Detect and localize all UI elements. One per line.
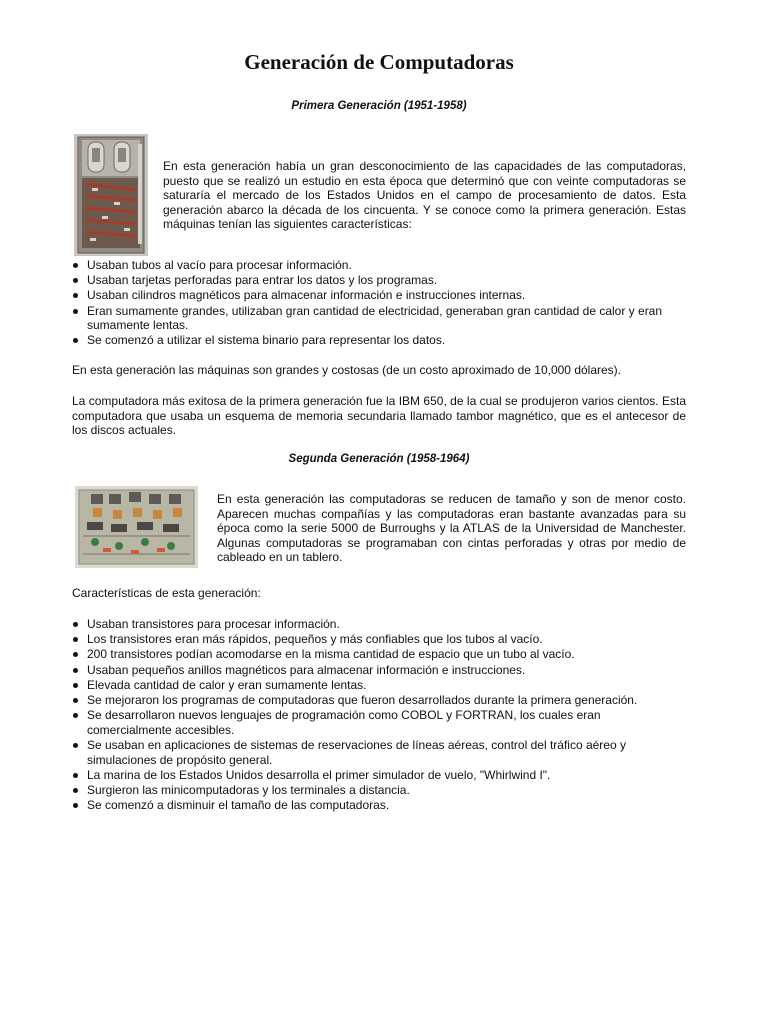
- list-item: Se comenzó a disminuir el tamaño de las computadoras.: [72, 798, 686, 813]
- list-item: Se desarrollaron nuevos lenguajes de programación como COBOL y FORTRAN, los cuales eran comercialmente accesibles.: [72, 708, 686, 737]
- gen2-characteristics-label: Características de esta generación:: [72, 586, 261, 600]
- list-item: Elevada cantidad de calor y eran sumamente lentas.: [72, 678, 686, 693]
- list-item: Los transistores eran más rápidos, pequeños y más confiables que los tubos al vacío.: [72, 632, 686, 647]
- gen2-intro: En esta generación las computadoras se reducen de tamaño y son de menor costo. Aparecen muchas compañías y las computadoras eran bastante avanzadas para su época como la serie 5000 de Burroughs y la ATLAS de la Universidad de Manchester. Algunas computadoras se programaban con cintas perforadas y otras por medio de cableado en un tablero.: [217, 492, 686, 565]
- list-item: Se usaban en aplicaciones de sistemas de reservaciones de líneas aéreas, control del tráfico aéreo y simulaciones de propósito general.: [72, 738, 686, 767]
- gen1-cost-paragraph: En esta generación las máquinas son grandes y costosas (de un costo aproximado de 10,000 dólares).: [72, 363, 621, 377]
- gen1-intro: En esta generación había un gran desconocimiento de las capacidades de las computadoras, puesto que se realizó un estudio en esta época que determinó que con veinte computadoras se saturaría el mercado de los Estados Unidos en el campo de procesamiento de datos. Esta generación abarco la década de los cincuenta. Y se conoce como la primera generación. Estas máquinas tenían las siguientes características:: [163, 159, 686, 232]
- list-item: Usaban tubos al vacío para procesar información.: [72, 258, 686, 273]
- transistor-board-image: [75, 486, 198, 568]
- vacuum-tube-module-image: [74, 134, 148, 256]
- gen1-ibm-paragraph: La computadora más exitosa de la primera generación fue la IBM 650, de la cual se produjeron varios cientos. Esta computadora que usaba un esquema de memoria secundaria llamado tambor magnético, que es el antecesor de los discos actuales.: [72, 394, 686, 438]
- gen1-characteristics-list: [72, 258, 686, 349]
- list-item: Usaban pequeños anillos magnéticos para almacenar información e instrucciones.: [72, 663, 686, 678]
- gen1-heading: Primera Generación (1951-1958): [291, 100, 467, 112]
- list-item: Se comenzó a utilizar el sistema binario para representar los datos.: [72, 333, 686, 348]
- list-item: Usaban tarjetas perforadas para entrar los datos y los programas.: [72, 273, 686, 288]
- list-item: La marina de los Estados Unidos desarrolla el primer simulador de vuelo, "Whirlwind I".: [72, 768, 686, 783]
- page-title: Generación de Computadoras: [244, 50, 514, 74]
- gen2-heading: Segunda Generación (1958-1964): [288, 453, 470, 465]
- list-item: 200 transistores podían acomodarse en la misma cantidad de espacio que un tubo al vacío.: [72, 647, 686, 662]
- list-item: Surgieron las minicomputadoras y los terminales a distancia.: [72, 783, 686, 798]
- list-item: Se mejoraron los programas de computadoras que fueron desarrollados durante la primera generación.: [72, 693, 686, 708]
- gen2-characteristics-list: [72, 617, 686, 813]
- list-item: Usaban transistores para procesar información.: [72, 617, 686, 632]
- list-item: Usaban cilindros magnéticos para almacenar información e instrucciones internas.: [72, 288, 686, 303]
- list-item: Eran sumamente grandes, utilizaban gran cantidad de electricidad, generaban gran cantidad de calor y eran sumamente lentas.: [72, 304, 686, 333]
